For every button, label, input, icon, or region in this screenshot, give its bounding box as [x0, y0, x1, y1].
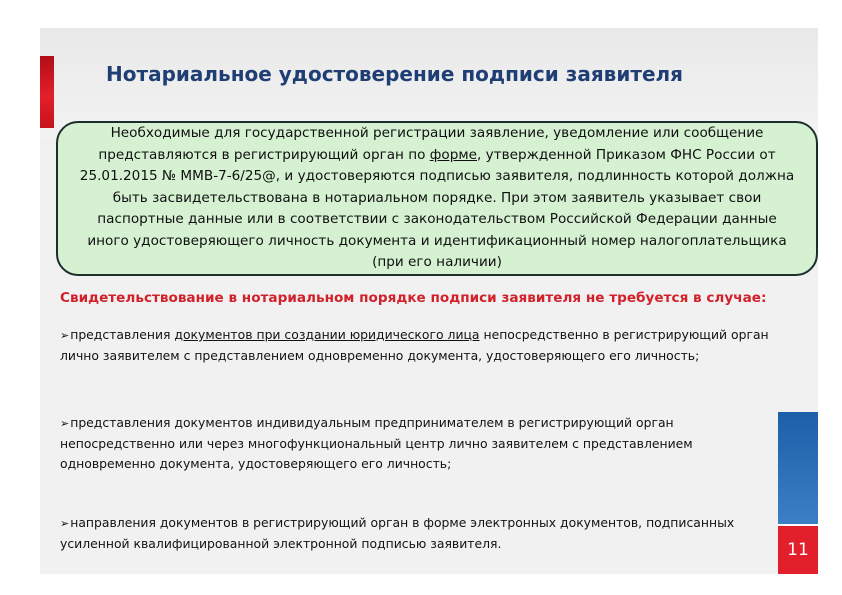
bullet-item-electronic: [60, 513, 790, 554]
arrow-bullet-icon: ➢: [60, 517, 70, 530]
bullet-2-text: представления документов индивидуальным предпринимателем в регистрирующий орган непосредственно или через многофункциональный центр лично заявителем с представлением одновременно документа, удостоверяющего его личность;: [60, 415, 693, 471]
legal-entity-docs-link[interactable]: документов при создании юридического лица: [174, 327, 480, 342]
bullet-item-legal-entity: [60, 325, 790, 366]
page-number-box: [778, 526, 818, 574]
condition-heading: Свидетельствование в нотариальном порядке подписи заявителя не требуется в случае:: [60, 290, 767, 306]
info-box: [56, 121, 818, 276]
info-text-part-2: , утвержденной Приказом ФНС России от 25.01.2015 № ММВ-7-6/25@, и удостоверяются подписью заявителя, подлинность которой должна быть засвидетельствована в нотариальном порядке. При этом заявитель указывает свои паспортные данные или в соответствии с законодательством Российской Федерации данные иного удостоверяющего личность документа и идентификационный номер налогоплательщика (при его наличии): [79, 146, 795, 271]
info-box-text: [76, 123, 798, 274]
bullet-3-text: направления документов в регистрирующий орган в форме электронных документов, подписанных усиленной квалифицированной электронной подписью заявителя.: [60, 515, 735, 551]
page-number: 11: [787, 540, 809, 560]
bullet-1-after: непосредственно в регистрирующий орган лично заявителем с представлением одновременно документа, удостоверяющего его личность;: [60, 327, 769, 363]
form-link[interactable]: форме: [429, 146, 477, 163]
bullet-1-before: представления: [70, 327, 175, 342]
info-text-part-1: Необходимые для государственной регистрации заявление, уведомление или сообщение представляются в регистрирующий орган по: [98, 124, 764, 163]
slide-title: Нотариальное удостоверение подписи заявителя: [106, 62, 684, 86]
arrow-bullet-icon: ➢: [60, 329, 70, 342]
arrow-bullet-icon: ➢: [60, 417, 70, 430]
title-accent-bar: [40, 56, 54, 128]
side-stripe-blue: [778, 412, 818, 524]
bullet-item-entrepreneur: [60, 413, 790, 474]
